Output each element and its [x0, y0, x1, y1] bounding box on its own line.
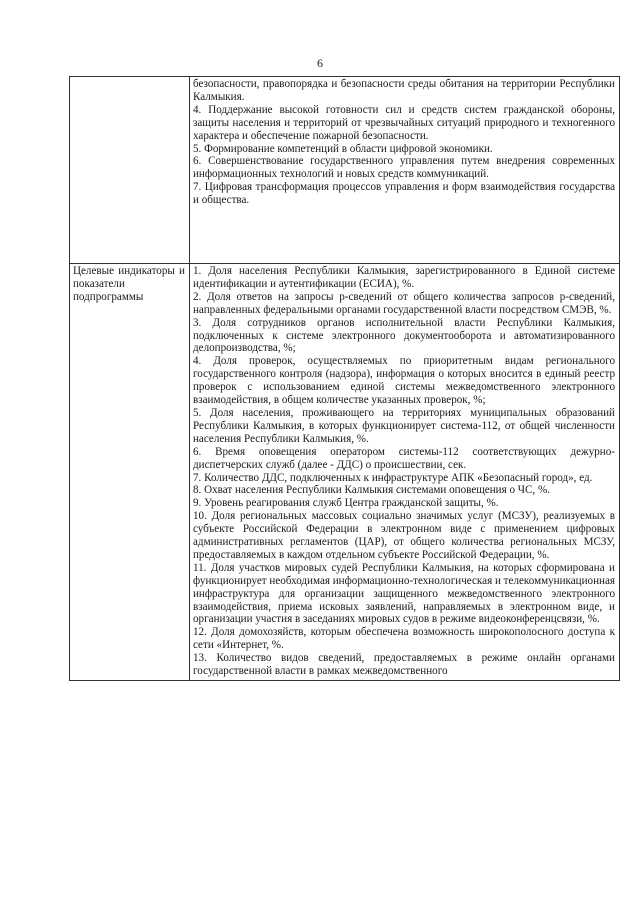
indicators-content-cell	[190, 264, 620, 681]
task-item: 4. Поддержание высокой готовности сил и средств систем гражданской обороны, защиты населения и территорий от чрезвычайных ситуаций природного и техногенного характера и обеспечение пожарной безопасности.	[193, 103, 615, 142]
task-item: безопасности, правопорядка и безопасности среды обитания на территории Республики Калмыкия.	[193, 78, 615, 103]
indicators-label-cell: Целевые индикаторы и показатели подпрограммы	[70, 264, 190, 681]
indicator-item: 8. Охват населения Республики Калмыкия системами оповещения о ЧС, %.	[193, 484, 550, 497]
indicator-item: 6. Время оповещения оператором системы-112 соответствующих дежурно-диспетчерских служб (далее - ДДС) о происшествии, сек.	[193, 445, 615, 471]
indicator-item: 11. Доля участков мировых судей Республики Калмыкия, на которых сформирована и функционирует необходимая информационно-технологическая и телекоммуникационная инфраструктура для организации защищенного межведомственного электронного взаимодействия, приема исковых заявлений, направляемых в электронном виде, и организации участия в заседаниях мировых судов в режиме видеоконференцсвязи, %.	[193, 561, 615, 626]
tasks-row	[70, 77, 620, 264]
task-item: 7. Цифровая трансформация процессов управления и форм взаимодействия государства и общества.	[193, 181, 615, 207]
indicator-item: 1. Доля населения Республики Калмыкия, зарегистрированного в Единой системе идентификации и аутентификации (ЕСИА), %.	[193, 265, 615, 290]
passport-table	[69, 76, 620, 681]
indicator-item: 4. Доля проверок, осуществляемых по приоритетным видам регионального государственного контроля (надзора), информация о которых вносится в единый реестр проверок с использованием единой системы межведомственного электронного взаимодействия, в общем количестве указанных проверок, %;	[193, 355, 615, 407]
indicator-item: 5. Доля населения, проживающего на территориях муниципальных образований Республики Калмыкия, в которых функционирует система-112, от общей численности населения Республики Калмыкия, %.	[193, 406, 615, 445]
indicator-item: 12. Доля домохозяйств, которым обеспечена возможность широкополосного доступа к сети «Интернет, %.	[193, 626, 615, 652]
page-number: 6	[317, 56, 323, 70]
task-item: 6. Совершенствование государственного управления путем внедрения современных информационных технологий и новых средств коммуникаций.	[193, 155, 615, 181]
tasks-content-cell	[190, 77, 620, 264]
indicators-row	[70, 264, 620, 681]
indicator-item: 3. Доля сотрудников органов исполнительной власти Республики Калмыкия, подключенных к системе электронного документооборота и автоматизированного делопроизводства, %;	[193, 316, 615, 355]
indicator-item: 7. Количество ДДС, подключенных к инфраструктуре АПК «Безопасный город», ед.	[193, 471, 593, 484]
indicator-item: 9. Уровень реагирования служб Центра гражданской защиты, %.	[193, 497, 499, 510]
tasks-label-cell	[70, 77, 190, 264]
indicator-item: 10. Доля региональных массовых социально значимых услуг (МСЗУ), реализуемых в субъекте Российской Федерации в электронном виде с применением цифровых административных регламентов (ЦАР), от общего количества региональных МСЗУ, предоставляемых в каждом отдельном субъекте Российской Федерации, %.	[193, 510, 615, 561]
indicator-item: 13. Количество видов сведений, предоставляемых в режиме онлайн органами государственной власти в рамках межведомственного	[193, 652, 615, 678]
indicator-item: 2. Доля ответов на запросы р-сведений от общего количества запросов р-сведений, направленных федеральными органами государственной власти посредством СМЭВ, %.	[193, 290, 615, 316]
task-item: 5. Формирование компетенций в области цифровой экономики.	[193, 142, 493, 155]
